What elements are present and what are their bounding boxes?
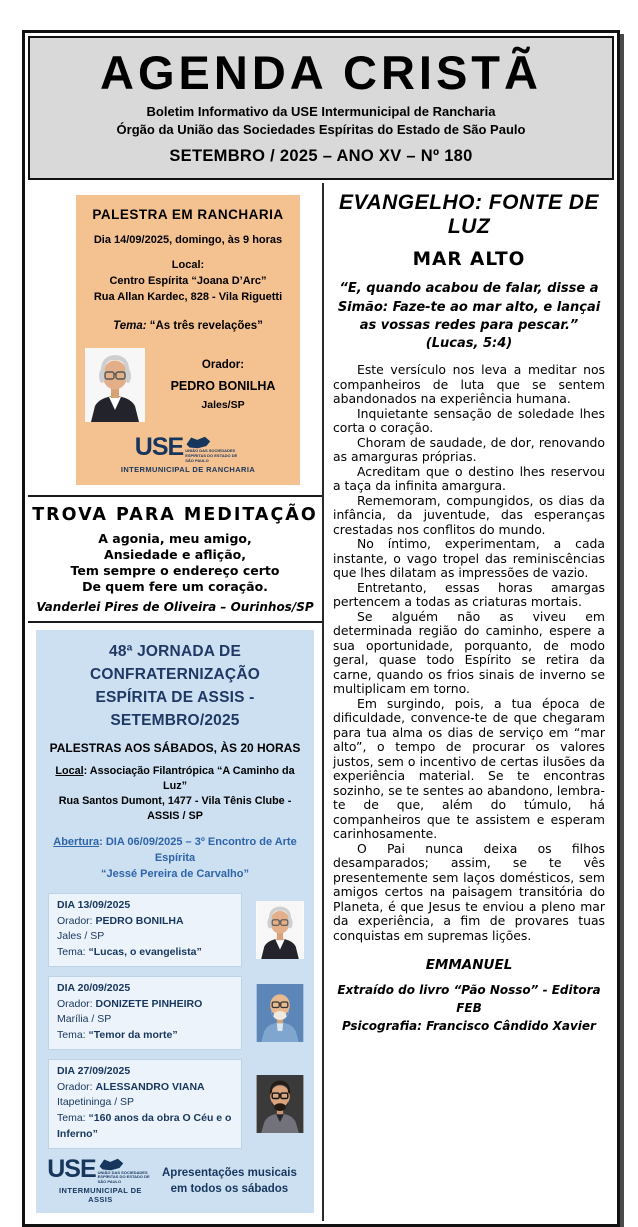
- paragraph: Inquietante sensação de soledade lhes corta o coração.: [333, 405, 605, 436]
- event-speaker: [57, 914, 233, 930]
- event-theme: [57, 1028, 233, 1044]
- event-speaker: [57, 1080, 233, 1096]
- speaker-photo-pedro-bonilha: [85, 348, 145, 422]
- palestra-flyer: [76, 195, 300, 484]
- music-note: Apresentações musicais em todos os sábados: [161, 1166, 297, 1195]
- event-theme: [57, 1111, 233, 1143]
- trova-line: Tem sempre o endereço certo: [70, 562, 280, 578]
- event-speaker-label: Orador:: [57, 914, 96, 927]
- jornada-local-label: Local: [55, 764, 84, 777]
- paragraph: Em surgindo, pois, a tua época de dificuldade, convence-te de que chegaram para tua alma os dias de serviço em “mar alto”, o tempo de procurar os valores justos, sem o incentivo de certas ilusões da experiência material. Se te encontras sozinho, se te sentes ao abandono, lembra-te de que, além do túmulo, há companheiros que te assistem e esperam carinhosamente.: [333, 695, 605, 842]
- palestra-section: [28, 183, 322, 494]
- event-card: [48, 976, 242, 1050]
- use-logo-branch: INTERMUNICIPAL DE ASSIS: [59, 1186, 142, 1205]
- use-logo-acronym: USE: [134, 433, 184, 462]
- palestra-title: PALESTRA EM RANCHARIA: [92, 207, 284, 223]
- trova-line: De quem fere um coração.: [82, 578, 268, 594]
- palestra-orador-label: Orador:: [201, 359, 245, 372]
- paragraph: Entretanto, essas horas amargas pertencem a todas as criaturas mortais.: [333, 579, 605, 610]
- palestra-theme-value: “As três revelações”: [149, 320, 263, 333]
- event-date: DIA 27/09/2025: [57, 1064, 131, 1077]
- jornada-local-name: : Associação Filantrópica “A Caminho da Luz”: [83, 764, 295, 792]
- paragraph: Se alguém não as viveu em determinada região do caminho, espere a sua oportunidade, porquanto, de modo geral, quase todo Espírito se retira da carne, quando os frios sinais de inverno se multiplicam em torno.: [333, 608, 605, 697]
- event-speaker-name: PEDRO BONILHA: [95, 914, 184, 927]
- bulletin-page: [22, 30, 620, 1227]
- paragraph: Choram de saudade, de dor, renovando as amarguras próprias.: [333, 434, 605, 465]
- event-theme-value: “Temor da morte”: [88, 1029, 178, 1042]
- event-theme-value: “160 anos da obra O Céu e o Inferno”: [57, 1112, 232, 1140]
- jornada-local: [44, 764, 306, 824]
- event-speaker-label: Orador:: [57, 1080, 96, 1093]
- event-theme-label: Tema:: [57, 1112, 89, 1125]
- right-column: [324, 183, 614, 1221]
- event-row: [48, 893, 304, 967]
- event-speaker-name: DONIZETE PINHEIRO: [95, 997, 203, 1010]
- evangelho-article-title: MAR ALTO: [412, 249, 526, 271]
- jornada-title-line2: ESPÍRITA DE ASSIS - SETEMBRO/2025: [95, 689, 255, 730]
- use-logo-small-text: UNIÃO DAS SOCIEDADES ESPÍRITAS DO ESTADO DE SÃO PAULO: [97, 1169, 150, 1185]
- use-logo-rancharia: [120, 433, 256, 474]
- trova-section: [28, 495, 322, 623]
- evangelho-section-title: EVANGELHO: FONTE DE LUZ: [339, 191, 599, 239]
- jornada-footer: [44, 1154, 306, 1205]
- trova-title: TROVA PARA MEDITAÇÃO: [32, 504, 318, 525]
- speaker-photo-alessandro-viana: [256, 1075, 304, 1133]
- header: [28, 36, 614, 180]
- use-logo-assis: [46, 1154, 155, 1205]
- event-city: Marília / SP: [57, 1013, 112, 1026]
- palestra-local: [85, 258, 291, 306]
- speaker-photo-donizete-pinheiro: [256, 984, 304, 1042]
- jornada-schedule: PALESTRAS AOS SÁBADOS, ÀS 20 HORAS: [49, 740, 301, 755]
- paragraph: Acreditam que o destino lhes reservou a taça da infinita amargura.: [333, 463, 605, 494]
- palestra-date: Dia 14/09/2025, domingo, às 9 horas: [93, 234, 283, 247]
- event-theme-label: Tema:: [57, 1029, 89, 1042]
- speaker-photo-pedro-bonilha: [256, 901, 304, 959]
- event-speaker-label: Orador:: [57, 997, 96, 1010]
- trova-line: A agonia, meu amigo,: [98, 530, 252, 546]
- jornada-abertura: [44, 835, 306, 883]
- event-city: Jales / SP: [57, 930, 105, 943]
- palestra-theme: [85, 320, 291, 332]
- header-subtitle-1: Boletim Informativo da USE Intermunicipal de Rancharia: [146, 104, 496, 120]
- event-city: Itapetininga / SP: [57, 1096, 135, 1109]
- palestra-local-label: Local:: [171, 259, 205, 272]
- use-logo-small-text: UNIÃO DAS SOCIEDADES ESPÍRITAS DO ESTADO DE SÃO PAULO: [185, 448, 238, 463]
- paragraph: Este versículo nos leva a meditar nos companheiros de luta que se sentem abandonados na experiência humana.: [333, 362, 605, 407]
- event-theme: [57, 945, 233, 961]
- event-speaker-name: ALESSANDRO VIANA: [95, 1080, 205, 1093]
- page-title: AGENDA CRISTÃ: [100, 46, 542, 99]
- event-theme-label: Tema:: [57, 946, 89, 959]
- jornada-flyer: [36, 630, 314, 1213]
- palestra-theme-label: Tema:: [113, 320, 147, 333]
- evangelho-quote: “E, quando acabou de falar, disse a Simão: Faze-te ao mar alto, e lançai as vossas redes para pescar.” (Lucas, 5:4): [337, 281, 601, 351]
- header-subtitle-2: Órgão da União das Sociedades Espíritas do Estado de São Paulo: [116, 121, 526, 137]
- event-theme-value: “Lucas, o evangelista”: [88, 946, 202, 959]
- palestra-orador-city: Jales/SP: [201, 399, 245, 412]
- source-line-1: Extraído do livro “Pão Nosso” - Editora FEB: [337, 983, 601, 1016]
- jornada-events: [44, 893, 306, 1149]
- jornada-title: [44, 640, 306, 733]
- event-row: [48, 976, 304, 1050]
- paragraph: No íntimo, experimentam, a cada instante, o vago tropel das reminiscências que lhes dilatam as impressões de vazio.: [333, 536, 605, 581]
- use-logo-branch: INTERMUNICIPAL DE RANCHARIA: [120, 464, 256, 474]
- palestra-local-name: Centro Espírita “Joana D’Arc”: [109, 275, 267, 288]
- event-row: [48, 1059, 304, 1149]
- jornada-abertura-label: Abertura: [53, 836, 100, 849]
- left-column: [28, 183, 324, 1221]
- jornada-abertura-line2: “Jessé Pereira de Carvalho”: [101, 867, 249, 880]
- edition-line: SETEMBRO / 2025 – ANO XV – Nº 180: [169, 147, 473, 166]
- signature: EMMANUEL: [425, 957, 513, 974]
- evangelho-body: [333, 363, 605, 943]
- event-date: DIA 20/09/2025: [57, 981, 131, 994]
- paragraph: Rememoram, compungidos, os dias da infância, da juventude, das esperanças crestadas nos conflitos do mundo.: [333, 492, 605, 537]
- event-card: [48, 893, 242, 967]
- paragraph: O Pai nunca deixa os filhos desamparados; assim, se te vês presentemente sem laços domésticos, sem amigos certos na paisagem transitória do Planeta, é que Jesus te enviou a pleno mar da experiência, a fim de provares tuas conquistas em supremas lições.: [333, 840, 605, 943]
- event-speaker: [57, 997, 233, 1013]
- jornada-local-address: Rua Santos Dumont, 1477 - Vila Tênis Clube - ASSIS / SP: [58, 794, 292, 822]
- trova-author: Vanderlei Pires de Oliveira – Ourinhos/SP: [36, 599, 314, 614]
- jornada-abertura-text: : DIA 06/09/2025 – 3º Encontro de Arte Espírita: [99, 836, 297, 865]
- event-card: [48, 1059, 242, 1149]
- event-date: DIA 13/09/2025: [57, 898, 131, 911]
- trova-line: Ansiedade e aflição,: [104, 546, 246, 562]
- use-logo-acronym: USE: [47, 1154, 96, 1183]
- jornada-title-line1: 48ª JORNADA DE CONFRATERNIZAÇÃO: [90, 642, 260, 683]
- source-line-2: Psicografia: Francisco Cândido Xavier: [342, 1019, 596, 1034]
- sao-paulo-map-icon: [98, 1158, 124, 1171]
- palestra-local-address: Rua Allan Kardec, 828 - Vila Riguetti: [93, 291, 283, 304]
- palestra-orador-name: PEDRO BONILHA: [170, 379, 276, 394]
- jornada-section: [28, 623, 322, 1221]
